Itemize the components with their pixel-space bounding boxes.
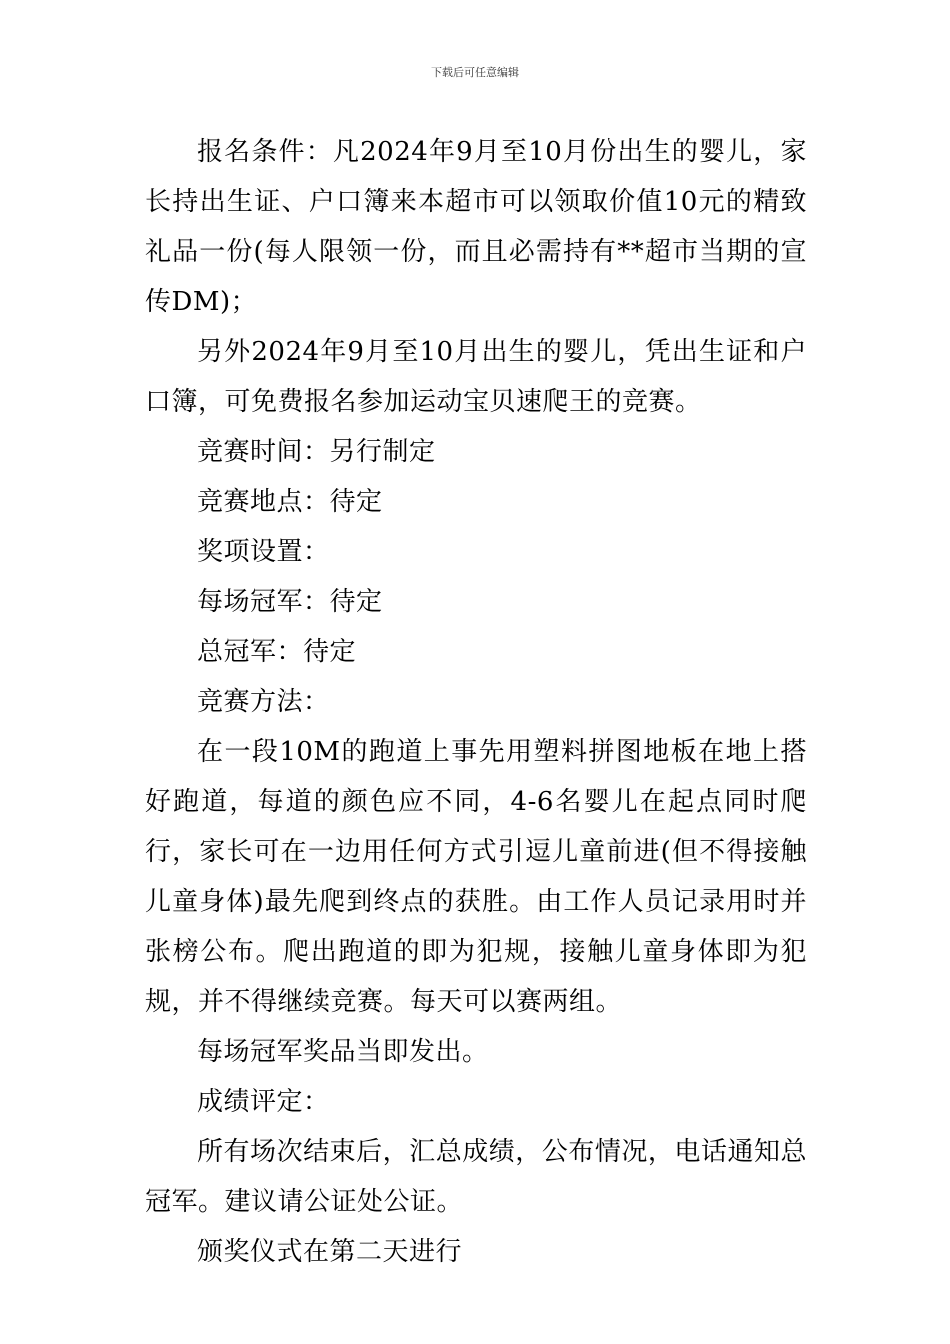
- paragraph-free-registration: 另外2024年9月至10月出生的婴儿，凭出生证和户口簿，可免费报名参加运动宝贝速爬王的竞赛。: [145, 337, 807, 417]
- paragraph-registration-conditions: 报名条件：凡2024年9月至10月份出生的婴儿，家长持出生证、户口簿来本超市可以领取价值10元的精致礼品一份(每人限领一份，而且必需持有**超市当期的宣传DM)；: [145, 137, 807, 317]
- paragraph-competition-location: 竞赛地点：待定: [197, 487, 383, 517]
- paragraph-results-details: 所有场次结束后，汇总成绩，公布情况，电话通知总冠军。建议请公证处公证。: [145, 1137, 807, 1217]
- page-header-note: 下载后可任意编辑: [431, 66, 519, 79]
- paragraph-prize-issuance: 每场冠军奖品当即发出。: [197, 1037, 489, 1067]
- paragraph-method-heading: 竞赛方法：: [197, 687, 330, 717]
- paragraph-method-details: 在一段10M的跑道上事先用塑料拼图地板在地上搭好跑道，每道的颜色应不同，4-6名婴儿在起点同时爬行，家长可在一边用任何方式引逗儿童前进(但不得接触儿童身体)最先爬到终点的获胜。由工作人员记录用时并张榜公布。爬出跑道的即为犯规，接触儿童身体即为犯规，并不得继续竞赛。每天可以赛两组。: [145, 737, 807, 1017]
- paragraph-competition-time: 竞赛时间：另行制定: [197, 437, 436, 467]
- paragraph-match-champion: 每场冠军：待定: [197, 587, 383, 617]
- paragraph-award-ceremony: 颁奖仪式在第二天进行: [197, 1237, 463, 1267]
- paragraph-results-heading: 成绩评定：: [197, 1087, 330, 1117]
- document-body: [145, 127, 807, 1277]
- paragraph-overall-champion: 总冠军：待定: [197, 637, 357, 667]
- paragraph-awards-heading: 奖项设置：: [197, 537, 330, 567]
